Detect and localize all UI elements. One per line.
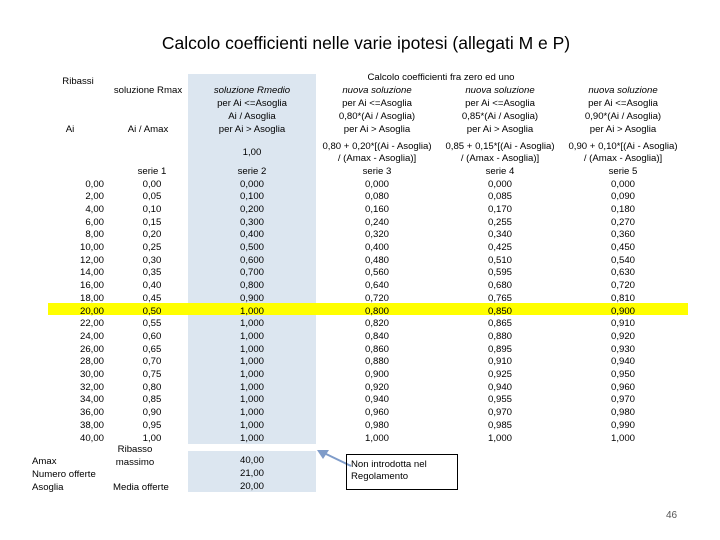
series-label-3: serie 3 [362, 166, 392, 177]
serie5-cell: 0,090 [610, 191, 635, 203]
summary-numero-value: 21,00 [239, 468, 264, 479]
serie3-cell: 0,320 [364, 229, 389, 241]
rmedio-cell: 1,000 [239, 394, 264, 406]
serie3-cell: 0,960 [364, 407, 389, 419]
rmax-cell: 0,00 [142, 178, 162, 190]
series-label-4: serie 4 [485, 166, 515, 177]
serie4-cell: 1,000 [487, 432, 512, 444]
rmax-cell: 0,20 [142, 229, 162, 241]
serie3-cell: 1,000 [364, 432, 389, 444]
serie5-cell: 0,360 [610, 229, 635, 241]
ribasso-cell: 36,00 [79, 407, 104, 419]
ribasso-cell: 40,00 [79, 432, 104, 444]
ribasso-cell: 2,00 [85, 191, 104, 203]
serie4-cell: 0,970 [487, 407, 512, 419]
serie3-cell: 0,940 [364, 394, 389, 406]
header-group-title: Calcolo coefficienti fra zero ed uno [367, 72, 515, 83]
rmax-cell: 0,50 [142, 305, 162, 317]
serie5-cell: 0,920 [610, 330, 635, 342]
ribasso-cell: 6,00 [85, 216, 104, 228]
note-box: Non introdotta nel Regolamento [346, 454, 458, 490]
ribasso-cell: 20,00 [79, 305, 104, 317]
serie5-cell: 0,540 [610, 254, 635, 266]
ribasso-cell: 34,00 [79, 394, 104, 406]
header-col2-label: soluzione Rmedio [213, 85, 291, 96]
ribasso-cell: 8,00 [85, 229, 104, 241]
serie5-cell: 0,990 [610, 419, 635, 431]
rmedio-cell: 1,000 [239, 419, 264, 431]
rmedio-cell: 1,000 [239, 369, 264, 380]
rmedio-cell: 1,000 [239, 330, 264, 342]
ribasso-cell: 16,00 [79, 280, 104, 292]
header-col5-f5: / (Amax - Asoglia)] [583, 153, 663, 164]
rmax-cell: 0,35 [142, 267, 162, 279]
serie3-cell: 0,640 [364, 280, 389, 292]
rmax-cell: 0,90 [142, 407, 162, 419]
serie3-cell: 0,820 [364, 318, 389, 330]
series-label-1: serie 1 [137, 166, 167, 177]
serie4-cell: 0,170 [487, 203, 512, 215]
serie5-cell: 0,970 [610, 394, 635, 406]
ribasso-cell: 12,00 [79, 254, 104, 266]
header-col3-f1: per Ai <=Asoglia [342, 98, 412, 109]
summary-amax-value: 40,00 [239, 455, 264, 466]
rmax-cell: 0,45 [142, 292, 162, 304]
summary-asoglia-value: 20,00 [239, 481, 264, 492]
serie5-cell: 0,720 [610, 280, 635, 292]
ribasso-cell: 4,00 [85, 203, 104, 215]
summary-asoglia-label: Asoglia [32, 482, 64, 493]
rmedio-cell: 0,100 [239, 191, 264, 203]
serie5-cell: 0,450 [610, 242, 635, 253]
serie4-cell: 0,895 [487, 343, 512, 355]
rmedio-cell: 1,000 [239, 343, 264, 355]
serie3-cell: 0,920 [364, 381, 389, 393]
header-col3-label: nuova soluzione [342, 85, 412, 96]
serie3-cell: 0,880 [364, 356, 389, 368]
header-col1-label: soluzione Rmax [113, 85, 183, 96]
rmax-cell: 0,30 [142, 254, 162, 266]
rmedio-cell: 1,000 [239, 305, 264, 317]
series-label-5: serie 5 [608, 166, 638, 177]
ribasso-cell: 24,00 [79, 330, 104, 342]
serie5-cell: 0,180 [610, 203, 635, 215]
serie5-cell: 0,900 [610, 305, 635, 317]
ribasso-cell: 32,00 [79, 381, 104, 393]
serie4-cell: 0,925 [487, 369, 512, 380]
serie5-cell: 0,270 [610, 216, 635, 228]
summary-ribasso-label: Ribasso [117, 444, 153, 455]
rmedio-cell: 0,000 [239, 178, 264, 190]
header-col5-f4: 0,90 + 0,10*[(Ai - Asoglia) [568, 141, 678, 152]
serie5-cell: 0,980 [610, 407, 635, 419]
summary-massimo-label: massimo [115, 457, 155, 468]
rmax-cell: 0,05 [142, 191, 162, 203]
serie4-cell: 0,595 [487, 267, 512, 279]
serie4-cell: 0,085 [487, 191, 512, 203]
serie4-cell: 0,955 [487, 394, 512, 406]
rmax-cell: 0,80 [142, 381, 162, 393]
rmax-cell: 0,95 [142, 419, 162, 431]
serie3-cell: 0,400 [364, 242, 389, 253]
serie4-cell: 0,880 [487, 330, 512, 342]
rmax-cell: 0,40 [142, 280, 162, 292]
serie4-cell: 0,255 [487, 216, 512, 228]
header-col4-f2: 0,85*(Ai / Asoglia) [461, 111, 539, 122]
summary-numero-label: Numero offerte [32, 469, 96, 480]
header-col3-f4: 0,80 + 0,20*[(Ai - Asoglia) [322, 141, 432, 152]
header-col2-f3: per Ai > Asoglia [218, 124, 286, 135]
rmedio-cell: 0,200 [239, 203, 264, 215]
header-col5-f2: 0,90*(Ai / Asoglia) [584, 111, 662, 122]
header-col5-f1: per Ai <=Asoglia [588, 98, 658, 109]
serie3-cell: 0,560 [364, 267, 389, 279]
serie4-cell: 0,000 [487, 178, 512, 190]
serie5-cell: 0,940 [610, 356, 635, 368]
ribasso-cell: 26,00 [79, 343, 104, 355]
header-col4-f3: per Ai > Asoglia [466, 124, 534, 135]
header-col2-f4: 1,00 [242, 147, 262, 158]
ribasso-cell: 30,00 [79, 369, 104, 380]
header-col2-f2: Ai / Asoglia [228, 111, 276, 122]
serie5-cell: 0,910 [610, 318, 635, 330]
serie3-cell: 0,240 [364, 216, 389, 228]
serie5-cell: 0,960 [610, 381, 635, 393]
serie5-cell: 0,930 [610, 343, 635, 355]
serie4-cell: 0,425 [487, 242, 512, 253]
header-col4-f4: 0,85 + 0,15*[(Ai - Asoglia) [445, 141, 555, 152]
serie4-cell: 0,865 [487, 318, 512, 330]
serie4-cell: 0,680 [487, 280, 512, 292]
rmedio-cell: 1,000 [239, 432, 264, 444]
serie5-cell: 1,000 [610, 432, 635, 444]
header-ribassi: Ribassi [62, 76, 94, 87]
rmax-cell: 0,10 [142, 203, 162, 215]
rmax-cell: 1,00 [142, 432, 162, 444]
serie4-cell: 0,850 [487, 305, 512, 317]
header-col5-label: nuova soluzione [588, 85, 658, 96]
serie3-cell: 0,160 [364, 203, 389, 215]
ribasso-cell: 14,00 [79, 267, 104, 279]
ribasso-cell: 0,00 [85, 178, 104, 190]
serie3-cell: 0,000 [364, 178, 389, 190]
rmedio-cell: 0,500 [239, 242, 264, 253]
rmedio-cell: 1,000 [239, 407, 264, 419]
header-col3-f2: 0,80*(Ai / Asoglia) [338, 111, 416, 122]
summary-media-label: Media offerte [113, 482, 169, 493]
rmax-cell: 0,55 [142, 318, 162, 330]
serie4-cell: 0,985 [487, 419, 512, 431]
rmedio-cell: 0,300 [239, 216, 264, 228]
header-col4-f1: per Ai <=Asoglia [465, 98, 535, 109]
rmedio-cell: 1,000 [239, 356, 264, 368]
serie4-cell: 0,940 [487, 381, 512, 393]
rmax-cell: 0,85 [142, 394, 162, 406]
rmax-cell: 0,65 [142, 343, 162, 355]
serie4-cell: 0,910 [487, 356, 512, 368]
rmedio-cell: 0,700 [239, 267, 264, 279]
serie5-cell: 0,950 [610, 369, 635, 380]
rmax-cell: 0,75 [142, 369, 162, 380]
header-ai: Ai [65, 124, 75, 135]
rmedio-cell: 1,000 [239, 318, 264, 330]
serie3-cell: 0,080 [364, 191, 389, 203]
serie3-cell: 0,860 [364, 343, 389, 355]
serie3-cell: 0,800 [364, 305, 389, 317]
serie3-cell: 0,720 [364, 292, 389, 304]
serie4-cell: 0,340 [487, 229, 512, 241]
header-col5-f3: per Ai > Asoglia [589, 124, 657, 135]
rmedio-cell: 1,000 [239, 381, 264, 393]
serie3-cell: 0,980 [364, 419, 389, 431]
header-col3-f3: per Ai > Asoglia [343, 124, 411, 135]
rmedio-cell: 0,600 [239, 254, 264, 266]
rmax-cell: 0,60 [142, 330, 162, 342]
ribasso-cell: 22,00 [79, 318, 104, 330]
rmax-cell: 0,25 [142, 242, 162, 253]
serie5-cell: 0,810 [610, 292, 635, 304]
header-col4-label: nuova soluzione [465, 85, 535, 96]
serie3-cell: 0,900 [364, 369, 389, 380]
header-col1-formula: Ai / Amax [127, 124, 169, 135]
ribasso-cell: 18,00 [79, 292, 104, 304]
ribasso-cell: 38,00 [79, 419, 104, 431]
header-col2-f1: per Ai <=Asoglia [217, 98, 287, 109]
header-col4-f5: / (Amax - Asoglia)] [460, 153, 540, 164]
page-number: 46 [666, 510, 678, 521]
rmax-cell: 0,15 [142, 216, 162, 228]
header-col3-f5: / (Amax - Asoglia)] [337, 153, 417, 164]
serie4-cell: 0,765 [487, 292, 512, 304]
ribasso-cell: 28,00 [79, 356, 104, 368]
rmedio-cell: 0,900 [239, 292, 264, 304]
series-label-2: serie 2 [237, 166, 267, 177]
serie3-cell: 0,480 [364, 254, 389, 266]
serie3-cell: 0,840 [364, 330, 389, 342]
serie4-cell: 0,510 [487, 254, 512, 266]
slide-title: Calcolo coefficienti nelle varie ipotesi (allegati M e P) [161, 33, 571, 53]
rmedio-cell: 0,400 [239, 229, 264, 241]
rmax-cell: 0,70 [142, 356, 162, 368]
serie5-cell: 0,630 [610, 267, 635, 279]
serie5-cell: 0,000 [610, 178, 635, 190]
rmedio-cell: 0,800 [239, 280, 264, 292]
summary-amax-label: Amax [32, 456, 57, 467]
ribasso-cell: 10,00 [79, 242, 104, 253]
